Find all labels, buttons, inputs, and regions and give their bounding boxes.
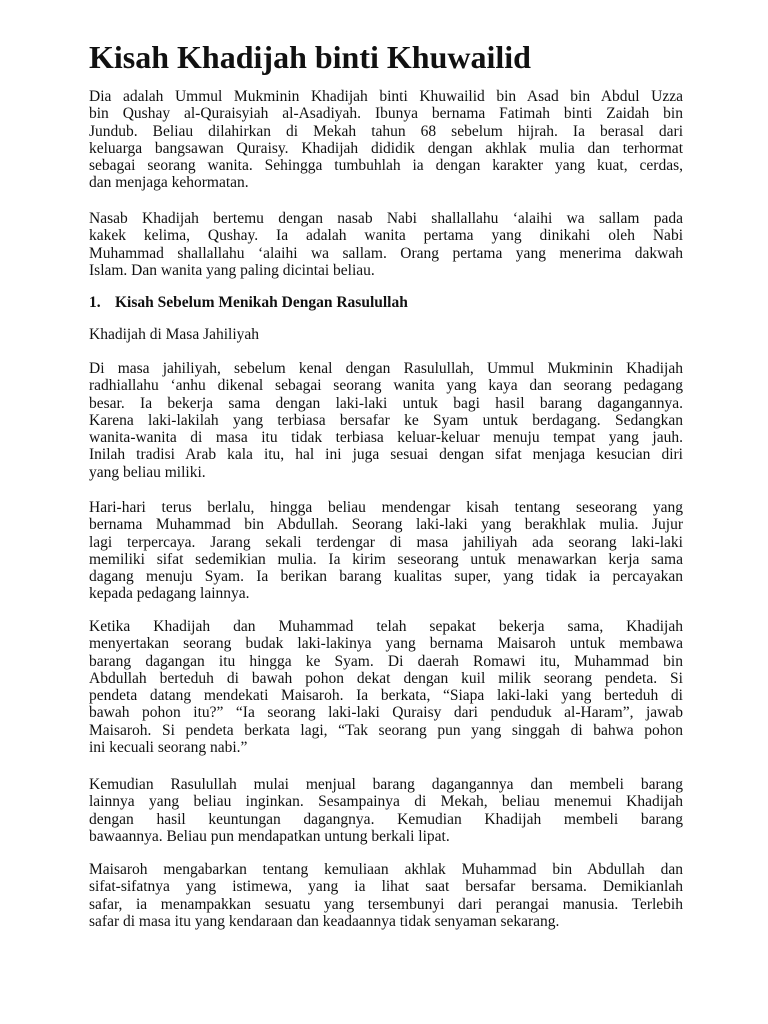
text-line: barang dagangan itu hingga ke Syam. Di daerah Romawi itu, Muhammad bin xyxy=(89,652,683,670)
text-line: lainnya yang beliau inginkan. Sesampainya di Mekah, beliau menemui Khadijah xyxy=(89,793,683,811)
subheading: Khadijah di Masa Jahiliyah xyxy=(89,326,260,343)
text-line: Hari-hari terus berlalu, hingga beliau mendengar kisah tentang seseorang yang xyxy=(89,499,683,516)
text-line: Muhammad shallallahu ‘alaihi wa sallam. Orang pertama yang menerima dakwah xyxy=(89,244,683,262)
text-line: bawaannya. Beliau pun mendapatkan untung berkali lipat. xyxy=(89,827,450,845)
text-line: Nasab Khadijah bertemu dengan nasab Nabi shallallahu ‘alaihi wa sallam pada xyxy=(89,210,683,227)
section-number: 1. xyxy=(89,294,101,311)
paragraph-maisaroh xyxy=(89,861,683,930)
paragraph-hari-hari xyxy=(89,499,683,603)
text-line: dengan hasil keuntungan dagangnya. Kemudian Khadijah membeli barang xyxy=(89,810,683,828)
text-line: bernama Muhammad bin Abdullah. Seorang laki-laki yang berakhlak mulia. Jujur xyxy=(89,516,683,534)
text-line: Di masa jahiliyah, sebelum kenal dengan Rasulullah, Ummul Mukminin Khadijah xyxy=(89,360,683,377)
text-line: ini kecuali seorang nabi.” xyxy=(89,739,248,757)
text-line: Maisaroh. Si pendeta berkata lagi, “Tak seorang pun yang singgah di bahwa pohon xyxy=(89,721,683,739)
text-line: besar. Ia bekerja sama dengan laki-laki untuk bagi hasil barang dagangannya. xyxy=(89,394,683,412)
text-line: lagi terpercaya. Jarang sekali terdengar di masa jahiliyah ada seorang laki-laki xyxy=(89,533,683,551)
paragraph-ketika xyxy=(89,618,683,756)
text-line: Maisaroh mengabarkan tentang kemuliaan akhlak Muhammad bin Abdullah dan xyxy=(89,861,683,878)
text-line: bawah pohon itu?” “Ia seorang laki-laki Quraisy dari penduduk al-Haram”, jawab xyxy=(89,704,683,722)
text-line: Islam. Dan wanita yang paling dicintai beliau. xyxy=(89,261,375,279)
text-line: sifat-sifatnya yang istimewa, yang ia lihat saat bersafar bersama. Demikianlah xyxy=(89,878,683,896)
text-line: dagang menuju Syam. Ia berikan barang kualitas super, yang tidak ia percayakan xyxy=(89,568,683,586)
paragraph-intro xyxy=(89,88,683,192)
text-line: kakek kelima, Qushay. Ia adalah wanita pertama yang dinikahi oleh Nabi xyxy=(89,227,683,245)
text-line: menyertakan seorang budak laki-lakinya yang bernama Maisaroh untuk membawa xyxy=(89,635,683,653)
text-line: wanita-wanita di masa itu tidak terbiasa keluar-keluar menuju tempat yang jauh. xyxy=(89,429,683,447)
section-heading-text: Kisah Sebelum Menikah Dengan Rasulullah xyxy=(115,294,408,311)
text-line: memiliki sifat sedemikian mulia. Ia kirim seseorang untuk menawarkan kerja sama xyxy=(89,550,683,568)
text-line: safar, ia menampakkan sesuatu yang tersembunyi dari perangai manusia. Terlebih xyxy=(89,895,683,913)
paragraph-nasab xyxy=(89,210,683,279)
text-line: safar di masa itu yang kendaraan dan keadaannya tidak senyaman sekarang. xyxy=(89,912,560,930)
text-line: dan menjaga kehormatan. xyxy=(89,174,249,192)
text-line: Inilah tradisi Arab kala itu, hal ini juga sesuai dengan sifat menjaga kesucian diri xyxy=(89,446,683,464)
text-line: keluarga bangsawan Quraisy. Khadijah dididik dengan akhlak mulia dan terhormat xyxy=(89,139,683,157)
paragraph-kemudian xyxy=(89,776,683,845)
text-line: Ketika Khadijah dan Muhammad telah sepakat bekerja sama, Khadijah xyxy=(89,618,683,635)
text-line: kepada pedagang lainnya. xyxy=(89,585,250,603)
paragraph-jahiliyah xyxy=(89,360,683,481)
text-line: Dia adalah Ummul Mukminin Khadijah binti Khuwailid bin Asad bin Abdul Uzza xyxy=(89,88,683,105)
text-line: bin Qushay al-Quraisyiah al-Asadiyah. Ibunya bernama Fatimah binti Zaidah bin xyxy=(89,105,683,123)
text-line: pendeta datang mendekati Maisaroh. Ia berkata, “Siapa laki-laki yang berteduh di xyxy=(89,687,683,705)
text-line: radhiallahu ‘anhu dikenal sebagai seorang wanita yang kaya dan seorang pedagang xyxy=(89,377,683,395)
section-heading xyxy=(89,294,683,311)
text-line: Jundub. Beliau dilahirkan di Mekah tahun 68 sebelum hijrah. Ia berasal dari xyxy=(89,122,683,140)
text-line: yang beliau miliki. xyxy=(89,463,206,481)
text-line: Abdullah berteduh di bawah pohon dekat dengan kuil milik seorang pendeta. Si xyxy=(89,669,683,687)
text-line: Kemudian Rasulullah mulai menjual barang dagangannya dan membeli barang xyxy=(89,776,683,793)
text-line: Karena laki-lakilah yang terbiasa bersafar ke Syam untuk berdagang. Sedangkan xyxy=(89,411,683,429)
document-title: Kisah Khadijah binti Khuwailid xyxy=(89,39,531,75)
text-line: sebagai seorang wanita. Sehingga tumbuhlah ia dengan karakter yang kuat, cerdas, xyxy=(89,157,683,175)
